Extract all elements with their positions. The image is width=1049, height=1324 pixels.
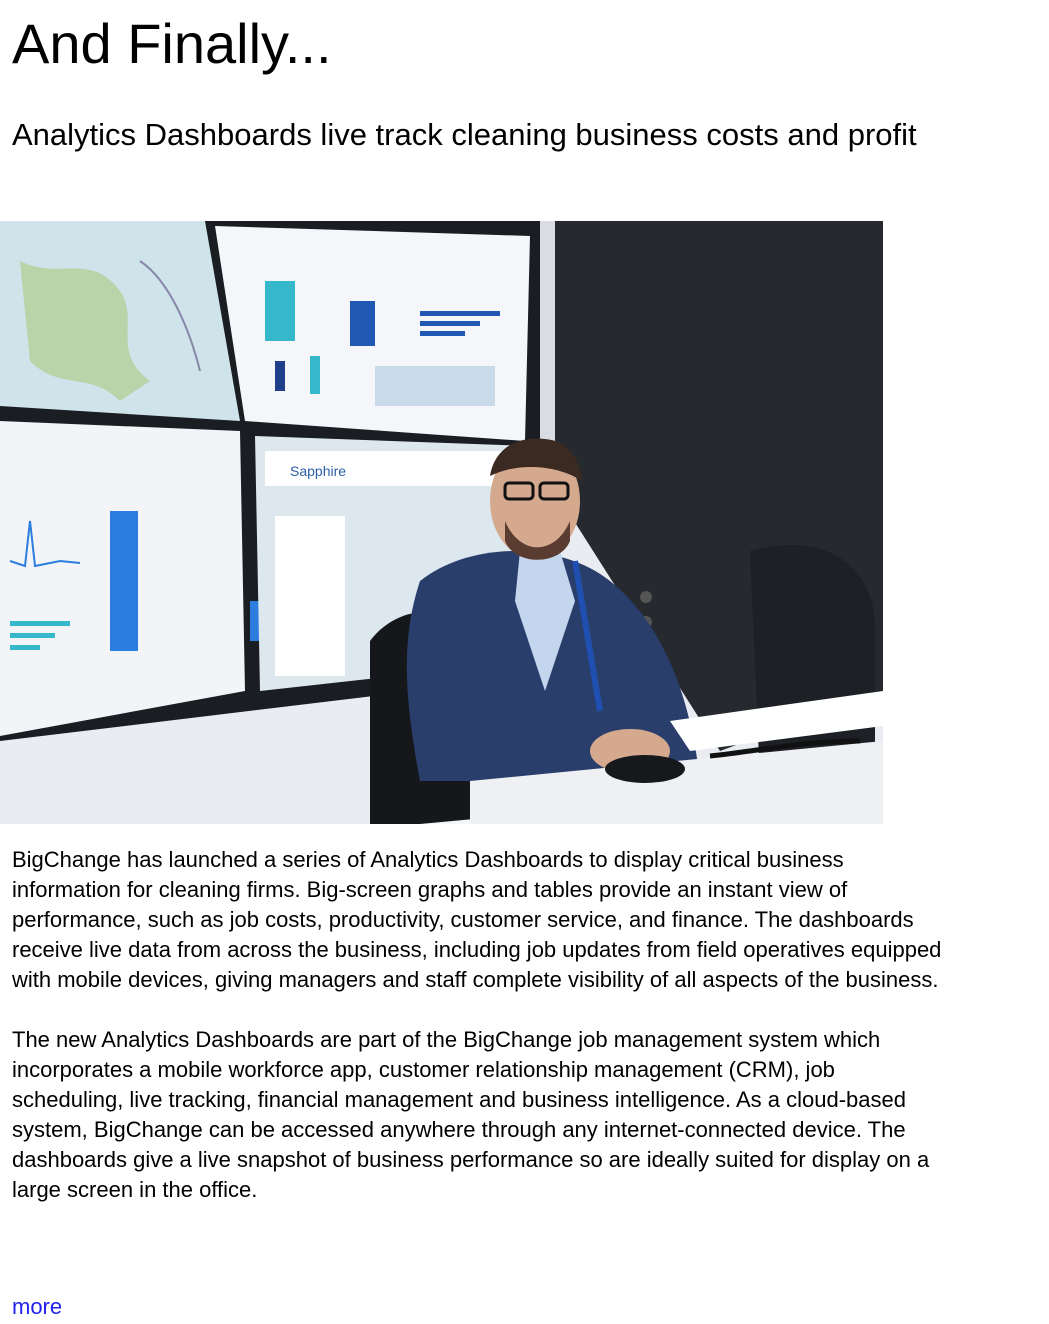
more-link[interactable]: more <box>12 1294 63 1319</box>
article-paragraph: The new Analytics Dashboards are part of the BigChange job management system which incorporates a mobile workforce app, customer relationship management (CRM), job scheduling, live tracking, financial management and business intelligence. As a cloud-based system, BigChange can be accessed anywhere through any internet-connected device. The dashboards give a live snapshot of business performance so are ideally suited for display on a large screen in the office. <box>12 1027 930 1202</box>
article-paragraph: BigChange has launched a series of Analytics Dashboards to display critical business information for cleaning firms. Big-screen graphs and tables provide an instant view of performance, such as job costs, productivity, customer service, and finance. The dashboards receive live data from across the business, including job updates from field operatives equipped with mobile devices, giving managers and staff complete visibility of all aspects of the business. <box>12 847 942 992</box>
article-photo <box>0 221 883 824</box>
article-body <box>12 845 942 1235</box>
page-title: And Finally... <box>12 12 332 75</box>
screen-brand-text: Sapphire <box>290 463 347 479</box>
article-subtitle: Analytics Dashboards live track cleaning business costs and profit <box>12 117 917 152</box>
